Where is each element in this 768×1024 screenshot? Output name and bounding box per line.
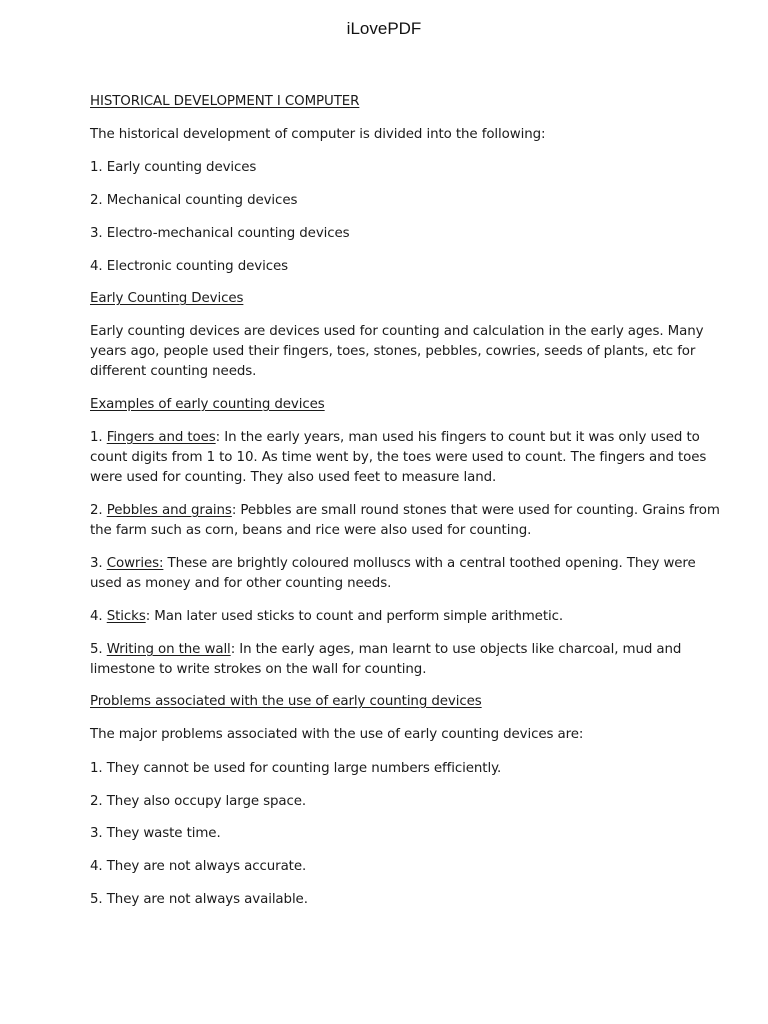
example-number: 4. (90, 609, 107, 624)
problem-item: 4. They are not always accurate. (90, 859, 307, 874)
problems-heading: Problems associated with the use of early counting devices (90, 694, 482, 709)
example-text: : Man later used sticks to count and perform simple arithmetic. (145, 609, 564, 624)
problem-item: 5. They are not always available. (90, 892, 308, 907)
example-number: 3. (90, 556, 107, 571)
example-3 (90, 554, 696, 574)
paragraph-line: count digits from 1 to 10. As time went by, the toes were used to count. The fingers and toes (90, 450, 707, 465)
problem-item: 2. They also occupy large space. (90, 794, 307, 809)
paragraph-line: used as money and for other counting needs. (90, 576, 392, 591)
example-text: : In the early years, man used his fingers to count but it was only used to (215, 430, 700, 445)
problem-item: 1. They cannot be used for counting large numbers efficiently. (90, 761, 502, 776)
example-1 (90, 428, 700, 448)
example-5 (90, 640, 680, 660)
example-text: These are brightly coloured molluscs with a central toothed opening. They were (163, 556, 696, 571)
example-term: Pebbles and grains (106, 503, 232, 518)
section-heading: Early Counting Devices (90, 291, 244, 306)
example-term: Sticks (106, 609, 146, 624)
example-number: 1. (90, 430, 107, 445)
doc-heading: HISTORICAL DEVELOPMENT I COMPUTER (90, 94, 360, 109)
paragraph-line: were used for counting. They also used feet to measure land. (90, 470, 497, 485)
doc-intro: The historical development of computer is divided into the following: (90, 127, 546, 142)
paragraph-line: Early counting devices are devices used for counting and calculation in the early ages. Many (90, 324, 704, 339)
header-title: iLovePDF (346, 19, 422, 38)
paragraph-line: limestone to write strokes on the wall for counting. (90, 662, 427, 677)
examples-heading: Examples of early counting devices (90, 397, 325, 412)
paragraph-line: different counting needs. (90, 364, 257, 379)
example-number: 2. (90, 503, 107, 518)
list-item: 3. Electro-mechanical counting devices (90, 226, 350, 241)
problems-intro: The major problems associated with the use of early counting devices are: (90, 727, 584, 742)
example-term: Fingers and toes (106, 430, 216, 445)
problem-item: 3. They waste time. (90, 826, 221, 841)
example-4 (90, 607, 680, 627)
example-text: : Pebbles are small round stones that were used for counting. Grains from (231, 503, 720, 518)
list-item: 1. Early counting devices (90, 160, 257, 175)
paragraph-line: years ago, people used their fingers, toes, stones, pebbles, cowries, seeds of plants, etc for (90, 344, 696, 359)
list-item: 4. Electronic counting devices (90, 259, 288, 274)
example-term: Cowries: (106, 556, 164, 571)
example-number: 5. (90, 642, 107, 657)
example-text: : In the early ages, man learnt to use objects like charcoal, mud and (230, 642, 682, 657)
example-term: Writing on the wall (106, 642, 231, 657)
example-2 (90, 501, 720, 521)
list-item: 2. Mechanical counting devices (90, 193, 298, 208)
paragraph-line: the farm such as corn, beans and rice were also used for counting. (90, 523, 532, 538)
